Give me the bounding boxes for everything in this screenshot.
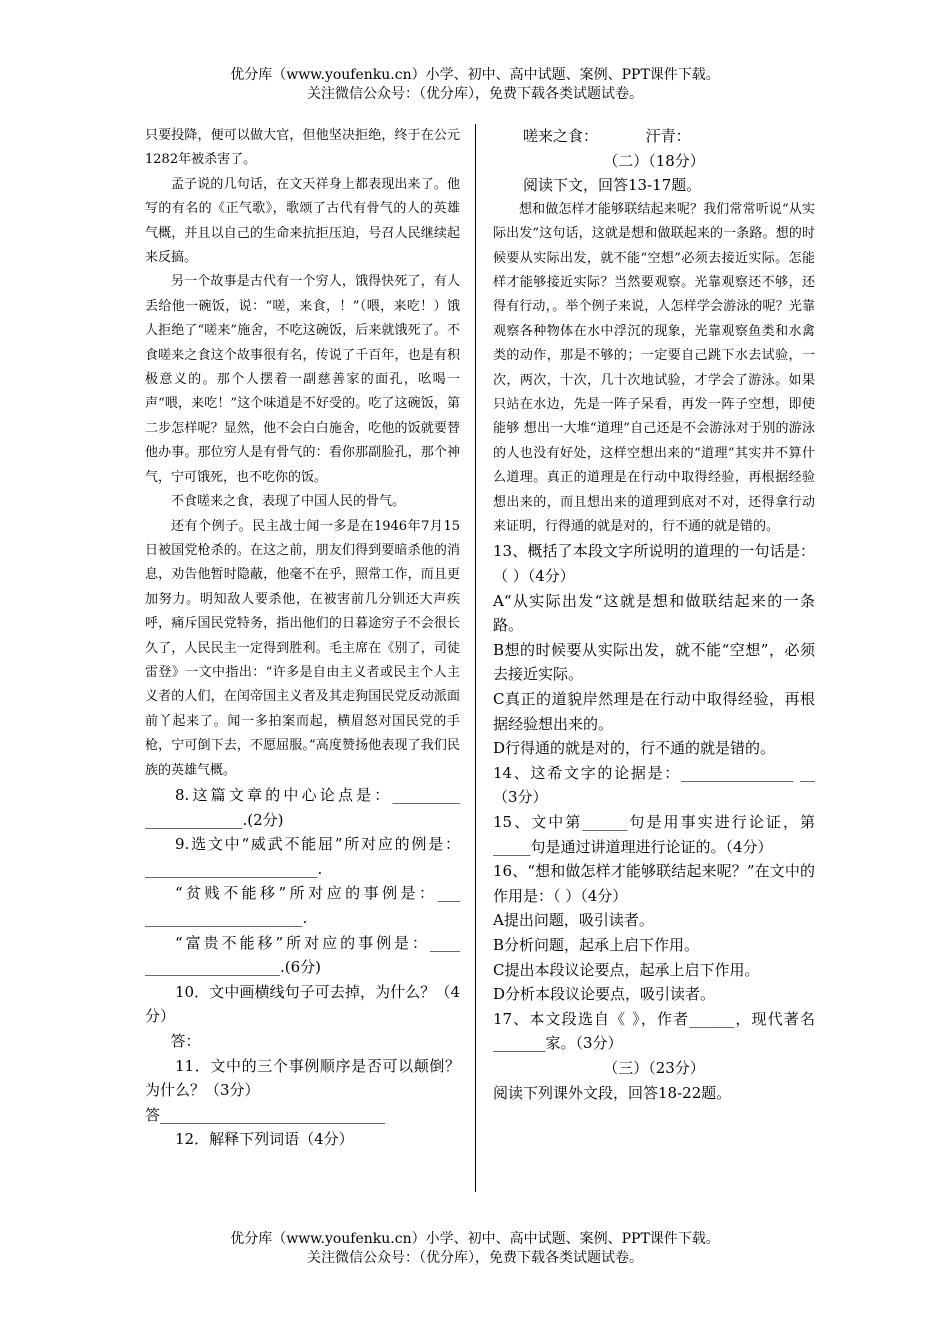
question-11: 11．文中的三个事例顺序是否可以颠倒？为什么？（3分） xyxy=(145,1056,460,1100)
left-paragraph-2: 孟子说的几句话，在文天祥身上都表现出来了。他写的有名的《正气歌》，歌颂了古代有骨气的人的英雄气概，并且以自己的生命来抗拒压迫，号召人民继续起来反搞。 xyxy=(145,176,460,266)
left-paragraph-1: 只要投降，便可以做大官，但他坚决拒绝，终于在公元1282年被杀害了。 xyxy=(145,128,460,168)
question-8: 8.这篇文章的中心论点是：_________ _____________.(2分) xyxy=(145,785,460,829)
left-paragraph-5: 还有个例子。民主战士闻一多是在1946年7月15日被国党枪杀的。在这之前，朋友们得到要暗杀他的消息，劝告他暂时隐蔽，他毫不在乎，照常工作，而且更加努力。明知敌人要杀他，在被害前几分钏还大声疾呼，痛斥国民党特务，指出他们的日暮途穷子不会很长久了，人民民主一定得到胜利。毛主席在《别了，司徒雷登》一文中指出：“许多是自由主义者或民主个人主义者的人们，在闰帝国主义者及其走狗国民党反动派面前丫起来了。闻一多拍案而起，横眉怒对国民党的手枪，宁可倒下去，不愿屈服。”高度赞扬他表现了我们民族的英雄气概。 xyxy=(145,518,460,778)
question-13-option-c: C真正的道貌岸然理是在行动中取得经验，再根据经验想出来的。 xyxy=(493,690,815,733)
section-3-heading: （三）（23分） xyxy=(603,1058,705,1077)
question-17: 17、本文段选自《 》，作者______，现代著名_______家。（3分） xyxy=(493,1009,815,1053)
question-13: 13、概括了本段文字所说明的道理的一句话是：（ ）（4分） xyxy=(493,542,815,586)
section-3-intro: 阅读下列课外文段，回答18-22题。 xyxy=(493,1083,732,1102)
vocab-terms: 嗟来之食： 汗青： xyxy=(523,127,691,145)
section-2-heading: （二）（18分） xyxy=(603,151,705,170)
question-16-option-b: B分析问题，起承上启下作用。 xyxy=(493,935,700,954)
page-footer xyxy=(0,1230,950,1268)
footer-line-2: 关注微信公众号：（优分库），免费下载各类试题试卷。 xyxy=(307,1250,643,1266)
question-13-option-a: A“从实际出发“这就是想和做联结起来的一条路。 xyxy=(493,591,815,635)
section-2-passage: 想和做怎样才能够联结起来呢？我们常常听说“从实际出发”这句话，这就是想和做联起来的一条路。想的时候要从实际出发，就不能“空想”必须去接近实际。怎能样才能够接近实际？当然要观察。光靠观察还不够，还得有行动，。举个例子来说，人怎样学会游泳的呢？光靠观察各种物体在水中浮沉的现象，光靠观察鱼类和水禽类的动作，那是不够的；一定要自己跳下水去试验，一次，两次，十次，几十次地试验，才学会了游泳。如果只站在水边，先是一阵子呆看，再发一阵子空想，即使能够 想出一大堆“道理”自己还是不会游泳对于别的游泳的人也没有好处，这样空想出来的“道理”其实并不算什么道理。真正的道理是在行动中取得经验，再根据经验想出来的，而且想出来的道理到底对不对，还得拿行动来证明，行得通的就是对的，行不通的就是错的。 xyxy=(493,201,815,535)
question-16-option-d: D分析本段议论要点，吸引读者。 xyxy=(493,985,716,1004)
question-9-wealth: “富贵不能移”所对应的事例是：____ __________________.(6分) xyxy=(145,933,460,977)
question-12: 12．解释下列词语（4分） xyxy=(175,1130,354,1149)
question-9-poverty: “贫贱不能移”所对应的事例是：___ _____________________. xyxy=(145,884,460,927)
question-16-option-a: A提出问题，吸引读者。 xyxy=(493,911,654,930)
page-header xyxy=(0,66,950,104)
footer-line-1: 优分库（www.youfenku.cn）小学、初中、高中试题、案例、PPT课件下载。 xyxy=(230,1231,720,1247)
question-14: 14、这希文字的论据是：_______________ __（3分） xyxy=(493,763,815,807)
left-paragraph-3: 另一个故事是古代有一个穷人，饿得快死了，有人丢给他一碗饭，说：“嗟，来食，！”（喂，来吃！）饿人拒绝了“嗟来”施舍，不吃这碗饭，后来就饿死了。不食嗟来之食这个故事很有名，传说了千百年，也是有积极意义的。那个人摆着一副慈善家的面孔，吆喝一声“喂，来吃！”这个味道是不好受的。吃了这碗饭，第二步怎样呢？显然，他不会白白施舍，吃他的饭就要替他办事。那位穷人是有骨气的：看你那副脸孔，那个神气，宁可饿死，也不吃你的饭。 xyxy=(145,274,460,485)
question-13-option-d: D行得通的就是对的，行不通的就是错的。 xyxy=(493,739,776,758)
question-10: 10．文中画横线句子可去掉，为什么？（4分） xyxy=(145,982,460,1026)
header-line-1: 优分库（www.youfenku.cn）小学、初中、高中试题、案例、PPT课件下载。 xyxy=(230,67,720,83)
question-11-answer: 答______________________________ xyxy=(145,1105,386,1124)
left-column xyxy=(145,124,460,1152)
left-paragraph-4: 不食嗟来之食，表现了中国人民的骨气。 xyxy=(171,494,406,510)
question-16-option-c: C提出本段议论要点，起承上启下作用。 xyxy=(493,960,760,979)
question-10-answer: 答： xyxy=(170,1031,201,1050)
question-15: 15、文中第______句是用事实进行论证，第_____句是通过讲道理进行论证的。（4分） xyxy=(493,813,815,856)
question-9: 9.选文中“威武不能屈”所对应的例是：_______________________. xyxy=(145,835,460,878)
column-divider xyxy=(475,124,476,1192)
header-line-2: 关注微信公众号：（优分库），免费下载各类试题试卷。 xyxy=(307,86,643,102)
question-16: 16、“想和做怎样才能够联结起来呢？”在文中的作用是：（ ）（4分） xyxy=(493,862,815,905)
question-13-option-b: B想的时候要从实际出发，就不能“空想”，必须去接近实际。 xyxy=(493,640,815,684)
right-column xyxy=(493,124,815,1105)
section-2-intro: 阅读下文，回答13-17题。 xyxy=(523,176,702,195)
